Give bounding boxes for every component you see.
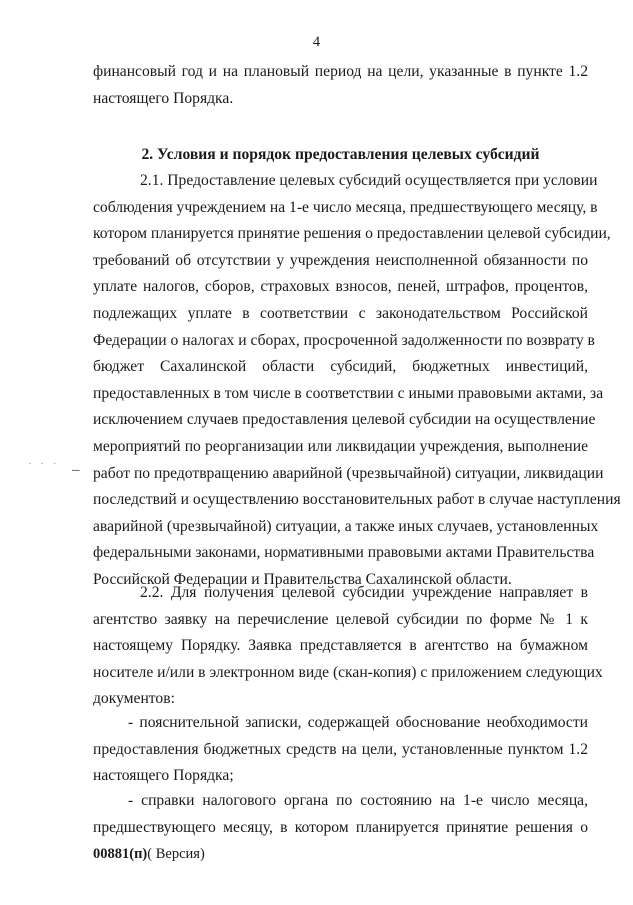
text-line: настоящего Порядка; xyxy=(93,767,234,785)
document-version: ( Версия) xyxy=(147,846,205,862)
text-line: предоставленных в том числе в соответствии с иными правовыми актами, за xyxy=(93,384,604,402)
document-code: 00881(п) xyxy=(93,846,148,862)
text-line: аварийной (чрезвычайной) ситуации, а также иных случаев, установленных xyxy=(93,517,599,535)
text-line: настоящему Порядку. Заявка представляется в агентство на бумажном xyxy=(93,637,588,655)
text-line: предшествующего месяцу, в котором планируется принятие решения о xyxy=(93,818,588,836)
text-line: мероприятий по реорганизации или ликвидации учреждения, выполнение xyxy=(93,437,588,455)
margin-mark: _ xyxy=(72,457,80,473)
text-line: - пояснительной записки, содержащей обоснование необходимости xyxy=(128,714,588,731)
scan-artifact-dots: · · · xyxy=(28,458,60,470)
text-line: предоставления бюджетных средств на цели, установленные пунктом 1.2 xyxy=(93,740,588,758)
bullet-explanatory-note xyxy=(93,710,588,790)
intro-paragraph xyxy=(93,59,588,112)
paragraph-2-1 xyxy=(93,168,621,594)
text-line: требований об отсутствии у учреждения неисполненной обязанности по xyxy=(93,251,588,269)
text-line: уплате налогов, сборов, страховых взносов, пеней, штрафов, процентов, xyxy=(93,278,588,296)
text-line: - справки налогового органа по состоянию на 1-е число месяца, xyxy=(128,792,588,809)
text-line: финансовый год и на плановый период на цели, указанные в пункте 1.2 xyxy=(93,63,588,80)
text-line: Федерации о налогах и сборах, просроченной задолженности по возврату в xyxy=(93,331,595,349)
text-line: настоящего Порядка. xyxy=(93,89,234,107)
text-line: бюджет Сахалинской области субсидий, бюджетных инвестиций, xyxy=(93,358,588,376)
text-line: котором планируется принятие решения о предоставлении целевой субсидии, xyxy=(93,225,611,243)
paragraph-2-2 xyxy=(93,580,603,713)
text-line: 2.2. Для получения целевой субсидии учреждение направляет в xyxy=(140,584,588,601)
text-line: документов: xyxy=(93,690,175,708)
text-line: Российской Федерации и Правительства Сахалинской области. xyxy=(93,570,512,588)
text-line: работ по предотвращению аварийной (чрезвычайной) ситуации, ликвидации xyxy=(93,464,604,482)
text-line: федеральными законами, нормативными правовыми актами Правительства xyxy=(93,544,595,562)
text-line: исключением случаев предоставления целевой субсидии на осуществление xyxy=(93,411,596,429)
page-number: 4 xyxy=(312,34,321,50)
text-line: 2.1. Предоставление целевых субсидий осуществляется при условии xyxy=(140,172,598,189)
section-heading: 2. Условия и порядок предоставления целевых субсидий xyxy=(141,146,540,163)
document-footer xyxy=(93,846,205,863)
bullet-tax-certificate xyxy=(93,788,588,841)
text-line: соблюдения учреждением на 1-е число месяца, предшествующего месяцу, в xyxy=(93,198,598,216)
text-line: последствий и осуществлению восстановительных работ в случае наступления xyxy=(93,491,621,509)
text-line: подлежащих уплате в соответствии с законодательством Российской xyxy=(93,304,588,322)
text-line: агентство заявку на перечисление целевой субсидии по форме № 1 к xyxy=(93,610,588,628)
text-line: носителе и/или в электронном виде (скан-копия) с приложением следующих xyxy=(93,663,603,681)
